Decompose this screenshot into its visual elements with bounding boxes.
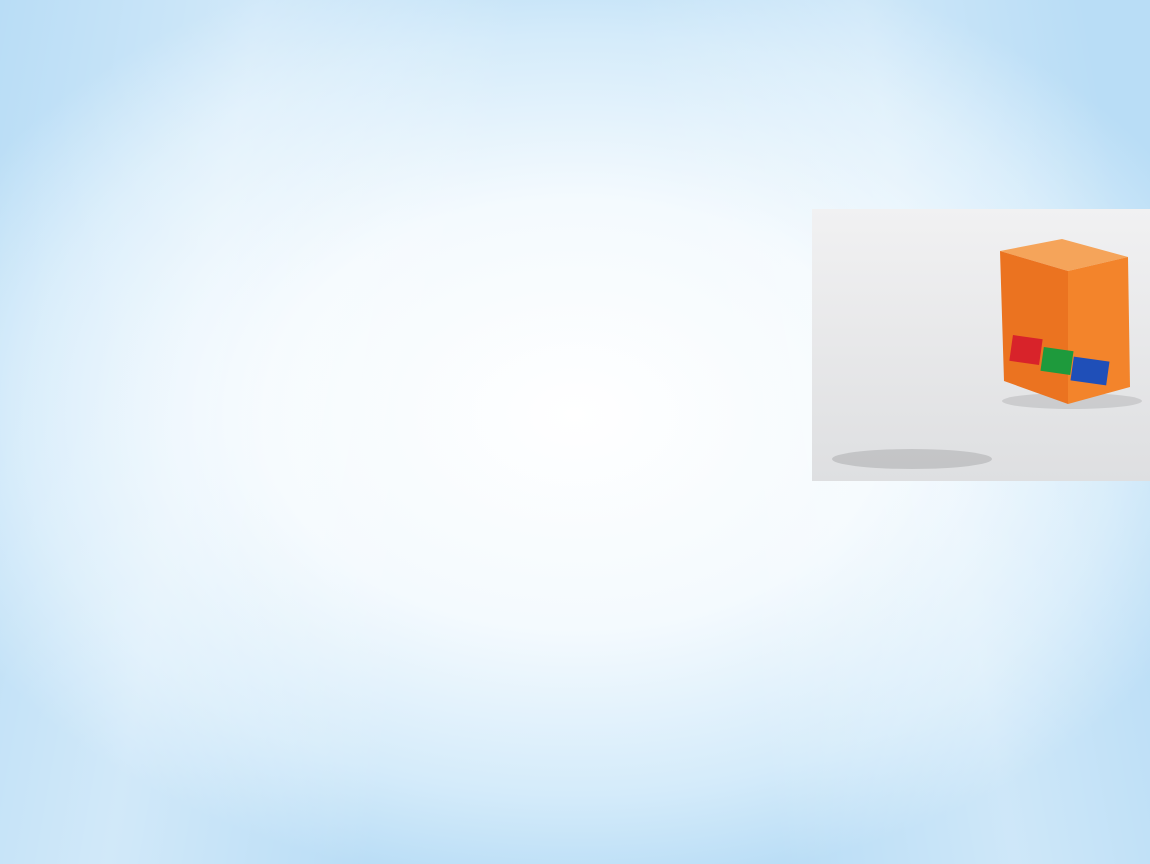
rubiks-cube-illustration: [812, 209, 1150, 481]
bullet-list: [160, 207, 820, 217]
cube-box: [1000, 239, 1130, 404]
rubiks-cube-photo: [812, 209, 1150, 481]
title-block: [0, 42, 1150, 162]
slide-title-reflection: [0, 4, 1150, 64]
cube-shadow: [832, 449, 992, 469]
